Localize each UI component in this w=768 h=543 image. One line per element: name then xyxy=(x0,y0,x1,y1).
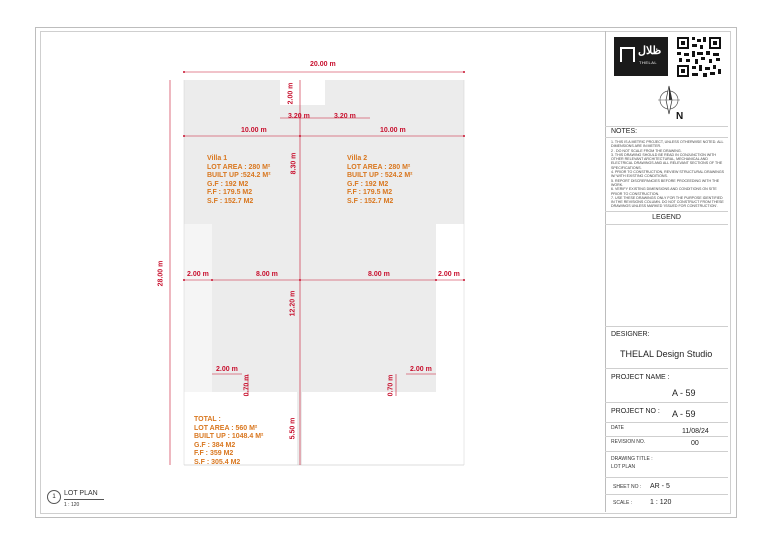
divider xyxy=(605,368,728,369)
divider xyxy=(605,137,728,138)
caption-scale: 1 : 120 xyxy=(64,502,80,508)
total-sf: S.F : 305.4 M2 xyxy=(194,458,241,466)
divider xyxy=(605,211,728,212)
villa-2-info xyxy=(347,155,412,207)
date-label: DATE xyxy=(611,425,624,431)
note-item: 2 . DO NOT SCALE FROM THE DRAWING. xyxy=(611,148,682,153)
project-no-label: PROJECT NO : xyxy=(611,408,660,415)
logo-arabic: ظلال xyxy=(638,45,662,57)
villa-2-name: Villa 2 xyxy=(347,155,368,162)
drawing-title-label: DRAWING TITLE : xyxy=(611,456,653,462)
total-info xyxy=(194,416,263,468)
scale-value: 1 : 120 xyxy=(650,499,672,506)
total-gf: G.F : 384 M2 xyxy=(194,441,236,449)
dim-rear-right-step: 0.70 m xyxy=(387,374,395,397)
logo-latin: THELAL xyxy=(639,60,658,65)
total-ff: F.F : 359 M2 xyxy=(194,450,234,458)
divider xyxy=(605,402,728,403)
divider xyxy=(605,326,728,327)
dim-rear-left-step: 0.70 m xyxy=(243,374,251,397)
legend-heading: LEGEND xyxy=(652,214,681,221)
dim-rear-right-offset: 2.00 m xyxy=(410,366,432,373)
note-item: 1. THIS IS A METRIC PROJECT, UNLESS OTHERWISE NOTED. ALL DIMENSIONS ARE IN METER. xyxy=(611,140,724,149)
caption-title: LOT PLAN xyxy=(64,490,98,497)
villa-1-ff: F.F : 179.5 M2 xyxy=(207,189,253,197)
villa-1-name: Villa 1 xyxy=(207,155,228,162)
divider xyxy=(605,422,728,423)
villa-1-lot-area: LOT AREA : 280 M² xyxy=(207,163,271,171)
total-built-up: BUILT UP : 1048.4 M² xyxy=(194,433,264,441)
villa-2-built-up: BUILT UP : 524.2 M² xyxy=(347,172,413,180)
caption-number: 1 xyxy=(47,490,61,504)
project-no: A - 59 xyxy=(672,409,696,419)
sheet-label: SHEET NO : xyxy=(613,484,642,490)
villa-1-gf: G.F : 192 M2 xyxy=(207,180,249,188)
project-name: A - 59 xyxy=(672,388,696,398)
north-label: N xyxy=(676,111,684,122)
scale-label: SCALE : xyxy=(613,500,633,506)
total-lot-area: LOT AREA : 560 M² xyxy=(194,424,258,432)
dim-overall-width: 20.00 m xyxy=(310,61,336,68)
dim-overall-depth: 28.00 m xyxy=(157,260,165,287)
lot-shape xyxy=(184,80,464,465)
villa-2-sf: S.F : 152.7 M2 xyxy=(347,197,394,205)
project-name-label: PROJECT NAME : xyxy=(611,374,670,381)
note-item: 3. THIS DRAWING SHOULD BE READ IN CONJUNCTION WITH OTHER RELEVANT ARCHITECTURAL, MECHANICAL AND ELECTRICAL DRAWINGS AND ALL RELEVANT SECTIONS OF THE SPECIFICATIONS. xyxy=(611,152,723,170)
divider xyxy=(605,224,728,225)
total-title: TOTAL : xyxy=(194,416,221,423)
company-logo xyxy=(614,37,668,76)
logo-mark-icon xyxy=(620,47,635,62)
divider xyxy=(605,126,728,127)
villa-2-ff: F.F : 179.5 M2 xyxy=(347,189,393,197)
note-item: 4. PRIOR TO CONSTRUCTION, REVIEW STRUCTURAL DRAWINGS W/ WITH EXISTING CONDITIONS. xyxy=(611,170,725,179)
dim-notch-right: 3.20 m xyxy=(334,113,356,120)
drawing-title: LOT PLAN xyxy=(611,464,636,470)
dim-rear-left-offset: 2.00 m xyxy=(216,366,238,373)
qr-code-icon xyxy=(675,35,723,79)
sheet-value: AR - 5 xyxy=(650,483,670,490)
dim-front-depth: 8.30 m xyxy=(290,152,298,175)
dim-half-right: 10.00 m xyxy=(380,127,406,134)
dim-mid-depth: 12.20 m xyxy=(289,290,297,317)
notes-heading: NOTES: xyxy=(611,128,638,135)
divider xyxy=(605,494,728,495)
caption-underline xyxy=(64,499,104,500)
dim-notch-depth: 2.00 m xyxy=(287,82,295,105)
villa-1-built-up: BUILT UP :524.2 M² xyxy=(207,172,271,180)
note-item: 5. REPORT DISCREPANCIES BEFORE PROCEEDING WITH THE WORK. xyxy=(611,178,720,187)
villa-1-sf: S.F : 152.7 M2 xyxy=(207,197,254,205)
note-item: 6. VERIFY EXISTING DIMENSIONS AND CONDITIONS ON SITE PRIOR TO CONSTRUCTION. xyxy=(611,187,717,196)
villa-2-lot-area: LOT AREA : 280 M² xyxy=(347,163,411,171)
notes-list xyxy=(611,140,725,209)
divider xyxy=(605,436,728,437)
dim-notch-left: 3.20 m xyxy=(288,113,310,120)
dim-rear-depth: 5.50 m xyxy=(289,417,297,440)
left-lot-strip xyxy=(184,224,212,392)
dim-half-left: 10.00 m xyxy=(241,127,267,134)
divider xyxy=(605,477,728,478)
dim-body-left: 8.00 m xyxy=(256,271,278,278)
divider xyxy=(605,451,728,452)
designer-name: THELAL Design Studio xyxy=(620,349,713,359)
dim-side-left: 2.00 m xyxy=(187,271,209,278)
date-value: 11/08/24 xyxy=(682,428,709,435)
designer-label: DESIGNER: xyxy=(611,331,650,338)
villa-1-info xyxy=(207,155,271,207)
villa-2-gf: G.F : 192 M2 xyxy=(347,180,389,188)
dim-body-right: 8.00 m xyxy=(368,271,390,278)
revision-label: REVISION NO. xyxy=(611,439,646,445)
revision-value: 00 xyxy=(691,440,699,447)
note-item: 7. USE THESE DRAWINGS ONLY FOR THE PURPOSE IDENTIFIED IN THE REVISIONS COLUMN. DO NOT CONSTRUCT FROM THESE DRAWINGS UNLESS MARKED 'ISSUED FOR CONSTRUCTION'. xyxy=(611,195,724,209)
dim-side-right: 2.00 m xyxy=(438,271,460,278)
